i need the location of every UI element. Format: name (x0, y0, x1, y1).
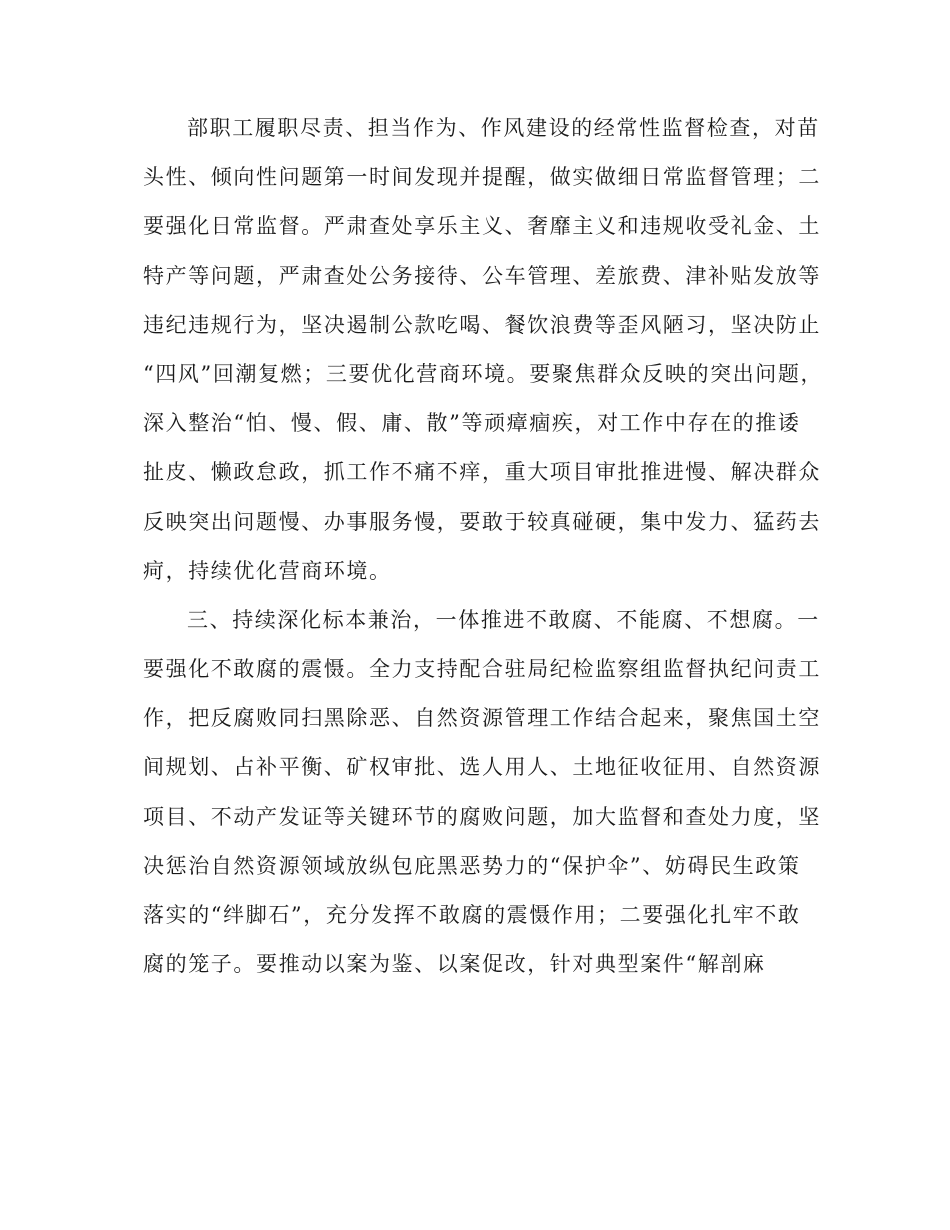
text-line: 要强化不敢腐的震慑。全力支持配合驻局纪检监察组监督执纪问责工 (143, 657, 821, 682)
text-line: 扯皮、懒政怠政，抓工作不痛不痒，重大项目审批推进慢、解决群众 (143, 460, 821, 485)
text-line: 项目、不动产发证等关键环节的腐败问题，加大监督和查处力度，坚 (143, 804, 821, 829)
text-line: 腐的笼子。要推动以案为鉴、以案促改，针对典型案件“解剖麻 (143, 952, 766, 977)
text-line: “四风”回潮复燃；三要优化营商环境。要聚焦群众反映的突出问题， (143, 361, 824, 386)
document-body (143, 104, 824, 989)
text-line: 落实的“绊脚石”，充分发挥不敢腐的震慑作用；二要强化扎牢不敢 (143, 903, 801, 927)
text-line: 头性、倾向性问题第一时间发现并提醒，做实做细日常监督管理；二 (143, 165, 821, 190)
text-line: 作，把反腐败同扫黑除恶、自然资源管理工作结合起来，聚焦国土空 (143, 706, 821, 731)
text-line: 间规划、占补平衡、矿权审批、选人用人、土地征收征用、自然资源 (143, 755, 821, 780)
text-line: 要强化日常监督。严肃查处享乐主义、奢靡主义和违规收受礼金、土 (143, 214, 821, 239)
text-line: 深入整治“怕、慢、假、庸、散”等顽瘴痼疾，对工作中存在的推诿 (143, 411, 801, 436)
text-line: 三、持续深化标本兼治，一体推进不敢腐、不能腐、不想腐。一 (187, 607, 820, 632)
text-line: 反映突出问题慢、办事服务慢，要敢于较真碰硬，集中发力、猛药去 (143, 509, 821, 534)
text-line: 疴，持续优化营商环境。 (143, 558, 392, 583)
text-line: 部职工履职尽责、担当作为、作风建设的经常性监督检查，对苗 (187, 116, 820, 140)
text-line: 违纪违规行为，坚决遏制公款吃喝、餐饮浪费等歪风陋习，坚决防止 (143, 312, 821, 337)
text-line: 决惩治自然资源领域放纵包庇黑恶势力的“保护伞”、妨碍民生政策 (143, 853, 801, 878)
text-line: 特产等问题，严肃查处公务接待、公车管理、差旅费、津补贴发放等 (143, 263, 821, 288)
